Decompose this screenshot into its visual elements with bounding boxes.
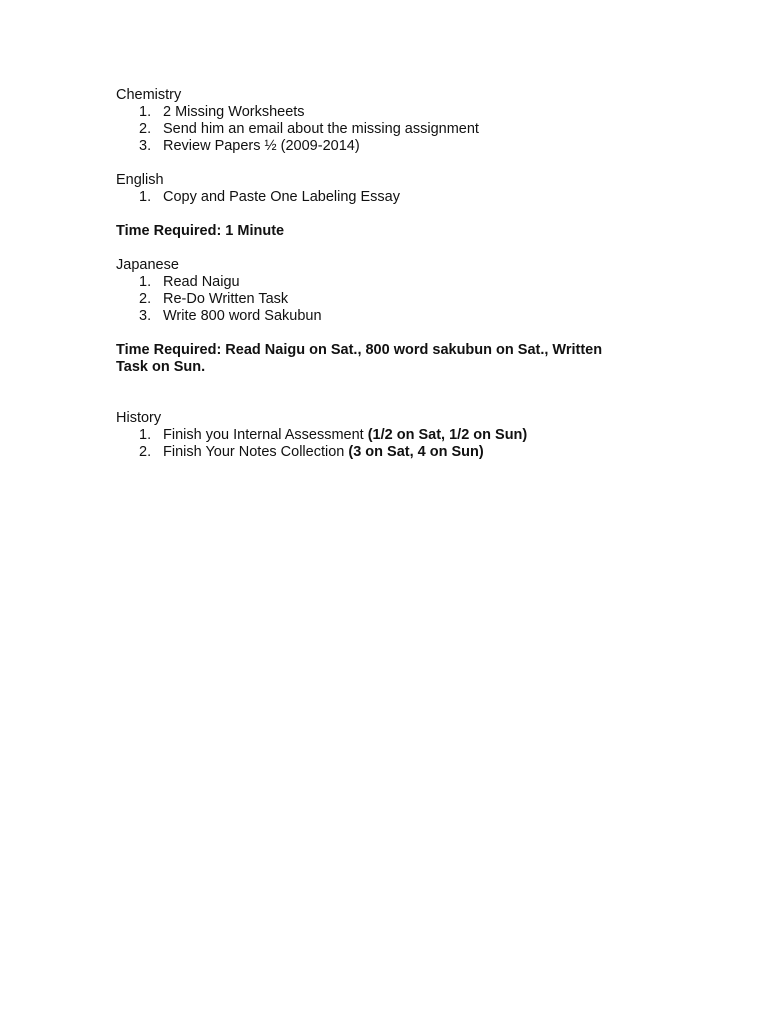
list-item-text: Copy and Paste One Labeling Essay [163, 189, 400, 205]
list-number: 1. [139, 189, 152, 205]
list-item-text: Finish you Internal Assessment [163, 427, 368, 443]
list-item-text: Review Papers ½ (2009-2014) [163, 138, 360, 154]
list-number: 1. [139, 274, 152, 290]
chemistry-heading: Chemistry [116, 87, 182, 103]
list-number: 1. [139, 104, 152, 120]
list-number: 3. [139, 308, 152, 324]
list-item [116, 189, 676, 206]
list-item-text: Finish Your Notes Collection [163, 444, 349, 460]
japanese-time-required-line-2: Task on Sun. [116, 359, 206, 375]
history-list [116, 427, 676, 461]
history-heading: History [116, 410, 162, 426]
japanese-time-required-line-1: Time Required: Read Naigu on Sat., 800 word sakubun on Sat., Written [116, 342, 603, 358]
list-item [116, 291, 676, 308]
list-item [116, 308, 676, 325]
japanese-heading: Japanese [116, 257, 179, 273]
list-item [116, 138, 676, 155]
list-item [116, 121, 676, 138]
english-list [116, 189, 676, 206]
list-item-text: 2 Missing Worksheets [163, 104, 305, 120]
document-content [116, 87, 676, 461]
list-item-text: Read Naigu [163, 274, 240, 290]
list-number: 2. [139, 444, 152, 460]
list-item [116, 444, 676, 461]
chemistry-list [116, 104, 676, 155]
japanese-list [116, 274, 676, 325]
list-number: 1. [139, 427, 152, 443]
list-number: 2. [139, 121, 152, 137]
english-time-required: Time Required: 1 Minute [116, 223, 285, 239]
list-item-text: Write 800 word Sakubun [163, 308, 322, 324]
list-item-text: Send him an email about the missing assignment [163, 121, 479, 137]
list-item-schedule: (1/2 on Sat, 1/2 on Sun) [367, 427, 528, 443]
list-item-text: Re-Do Written Task [163, 291, 289, 307]
list-number: 2. [139, 291, 152, 307]
list-number: 3. [139, 138, 152, 154]
list-item [116, 104, 676, 121]
list-item-schedule: (3 on Sat, 4 on Sun) [348, 444, 484, 460]
english-heading: English [116, 172, 164, 188]
list-item [116, 427, 676, 444]
list-item [116, 274, 676, 291]
